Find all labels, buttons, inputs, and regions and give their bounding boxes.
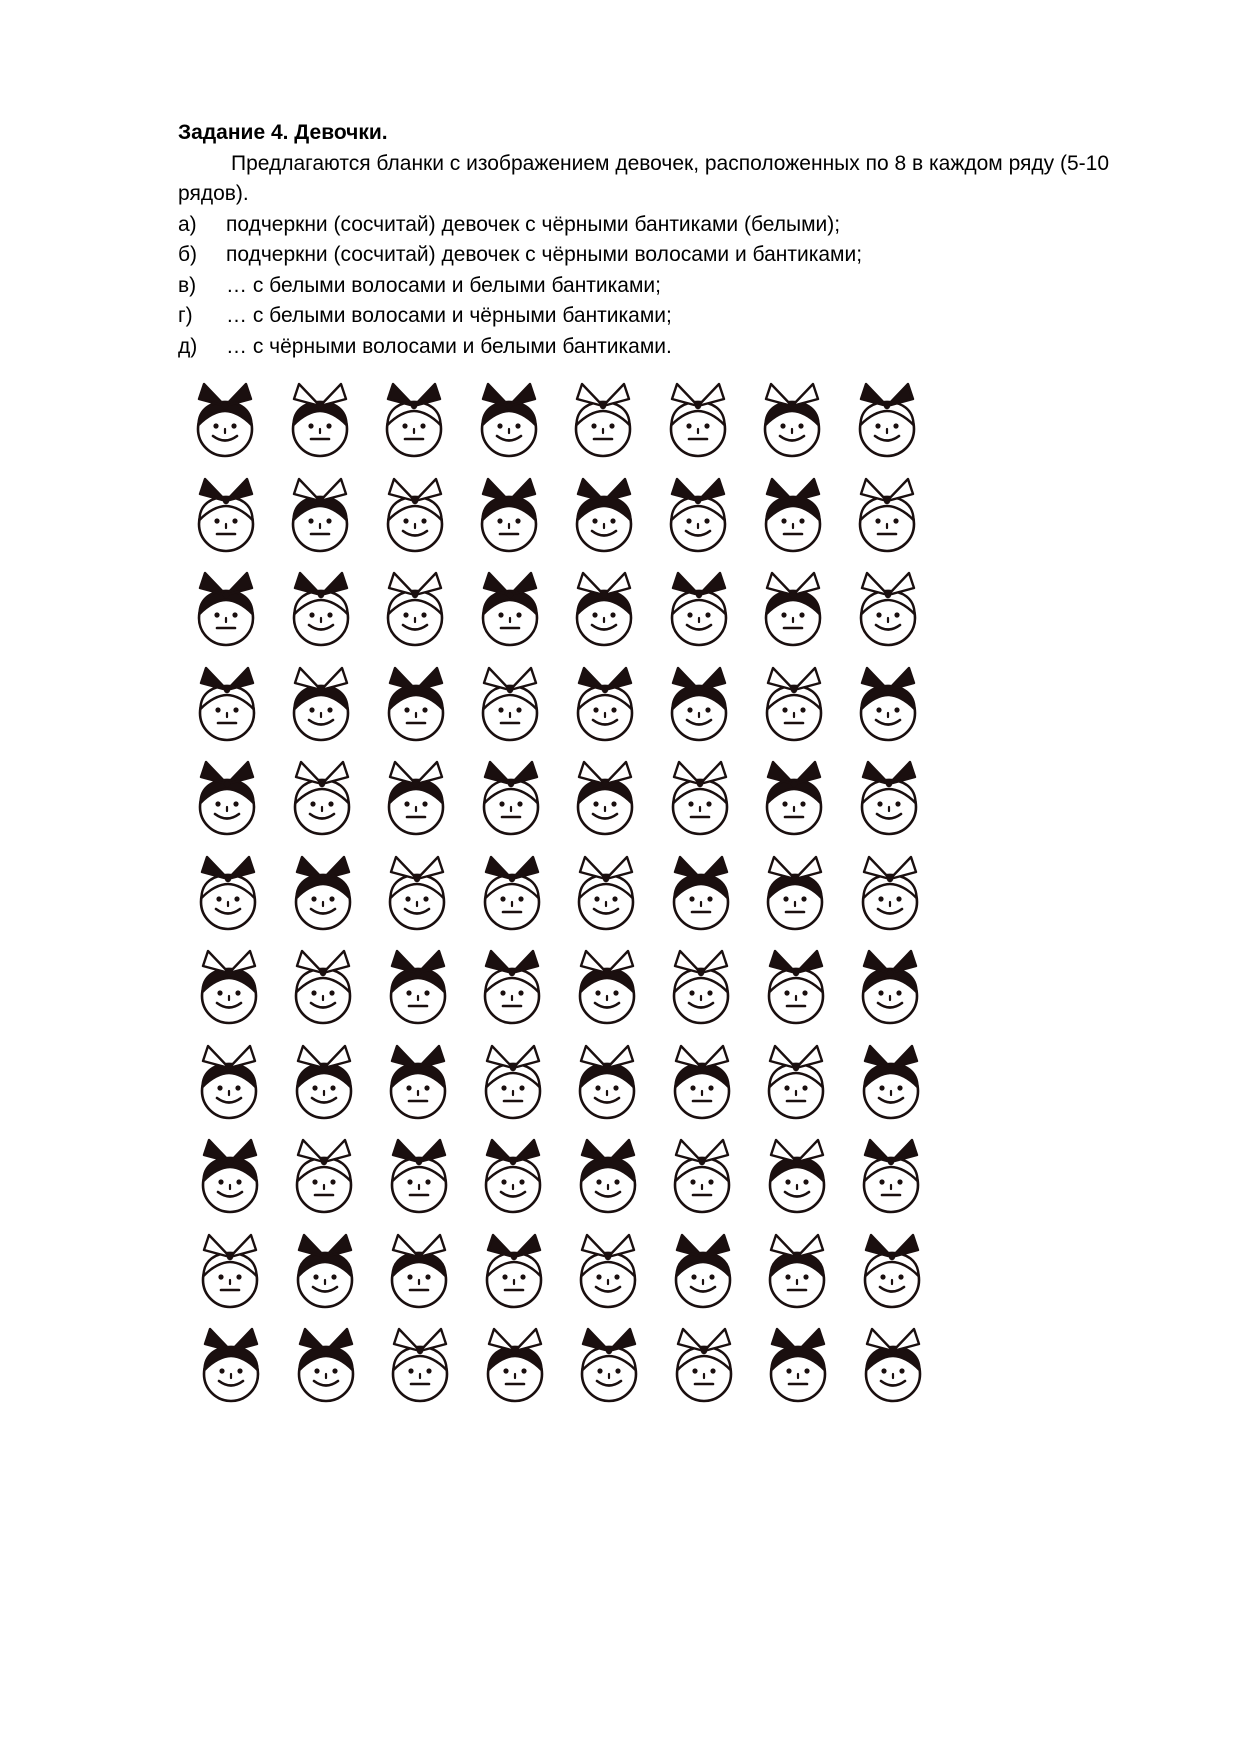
girl-face-icon <box>278 942 368 1032</box>
task-item-text: … с чёрными волосами и белыми бантиками. <box>226 334 672 358</box>
girl-face-icon <box>844 753 934 843</box>
girl-face-icon <box>843 659 933 749</box>
girl-face-icon <box>375 1320 465 1410</box>
girl-face-icon <box>653 470 743 560</box>
girl-face-icon <box>655 753 745 843</box>
task-item-text: подчеркни (сосчитай) девочек с чёрными волосами и бантиками; <box>226 243 863 266</box>
girl-face-icon <box>281 1320 371 1410</box>
task-item-b <box>178 240 1168 271</box>
task-item-letter: в) <box>178 273 197 297</box>
girl-face-icon <box>185 1131 275 1221</box>
girl-face-icon <box>467 848 557 938</box>
task-intro: Предлагаются бланки с изображением девочек, расположенных по 8 в каждом ряду (5-10 рядов). <box>178 151 1110 205</box>
girl-face-icon <box>373 942 463 1032</box>
task-item-text: подчеркни (сосчитай) девочек с чёрными бантиками (белыми); <box>226 212 841 236</box>
girl-face-icon <box>275 470 365 560</box>
girl-face-icon <box>370 564 460 654</box>
girl-face-icon <box>369 375 459 465</box>
girl-face-icon <box>559 470 649 560</box>
task-item-text: … с белыми волосами и чёрными бантиками; <box>226 304 672 327</box>
girl-face-icon <box>464 375 554 465</box>
task-item-letter: д) <box>178 334 198 358</box>
girl-face-icon <box>181 564 271 654</box>
girl-face-icon <box>847 1226 937 1316</box>
girl-face-icon <box>654 564 744 654</box>
girls-grid <box>180 375 1040 1535</box>
girl-face-icon <box>656 848 746 938</box>
girl-face-icon <box>845 848 935 938</box>
girl-face-icon <box>563 1131 653 1221</box>
girl-face-icon <box>842 375 932 465</box>
girl-face-icon <box>370 470 460 560</box>
girl-face-icon <box>276 564 366 654</box>
girl-face-icon <box>752 1131 842 1221</box>
girl-face-icon <box>753 1320 843 1410</box>
girl-face-icon <box>563 1226 653 1316</box>
girl-face-icon <box>464 470 554 560</box>
girl-face-icon <box>750 848 840 938</box>
task-item-v <box>178 271 1168 302</box>
task-item-a <box>178 210 1168 241</box>
girl-face-icon <box>657 1131 747 1221</box>
task-item-letter: а) <box>178 212 197 236</box>
task-item-g <box>178 301 1168 332</box>
girl-face-icon <box>181 470 271 560</box>
girl-face-icon <box>657 1037 747 1127</box>
task-item-letter: г) <box>178 304 193 327</box>
girl-face-icon <box>843 564 933 654</box>
girl-face-icon <box>747 375 837 465</box>
girl-face-icon <box>279 1037 369 1127</box>
girl-face-icon <box>468 1131 558 1221</box>
girl-face-icon <box>182 659 272 749</box>
girl-face-icon <box>748 564 838 654</box>
girl-face-icon <box>182 753 272 843</box>
girl-face-icon <box>371 659 461 749</box>
girl-face-icon <box>560 753 650 843</box>
girl-face-icon <box>658 1226 748 1316</box>
girl-face-icon <box>562 1037 652 1127</box>
girl-face-icon <box>467 942 557 1032</box>
girl-face-icon <box>180 375 270 465</box>
girl-face-icon <box>653 375 743 465</box>
girl-face-icon <box>659 1320 749 1410</box>
girl-face-icon <box>185 1226 275 1316</box>
girl-face-icon <box>278 848 368 938</box>
girl-face-icon <box>465 564 555 654</box>
task-item-d <box>178 332 1168 363</box>
girl-face-icon <box>752 1226 842 1316</box>
girl-face-icon <box>466 753 556 843</box>
girl-face-icon <box>465 659 555 749</box>
girl-face-icon <box>749 753 839 843</box>
girl-face-icon <box>842 470 932 560</box>
girl-face-icon <box>469 1226 559 1316</box>
task-title: Задание 4. Девочки. <box>178 121 388 144</box>
girl-face-icon <box>558 375 648 465</box>
girl-face-icon <box>559 564 649 654</box>
girl-face-icon <box>564 1320 654 1410</box>
girl-face-icon <box>374 1226 464 1316</box>
girl-face-icon <box>373 1037 463 1127</box>
task-item-text: … с белыми волосами и белыми бантиками; <box>226 273 661 297</box>
girl-face-icon <box>846 1131 936 1221</box>
girl-face-icon <box>279 1131 369 1221</box>
task-item-letter: б) <box>178 243 198 266</box>
girl-face-icon <box>561 848 651 938</box>
girl-face-icon <box>184 1037 274 1127</box>
girl-face-icon <box>183 848 273 938</box>
girl-face-icon <box>276 659 366 749</box>
girl-face-icon <box>848 1320 938 1410</box>
girl-face-icon <box>749 659 839 749</box>
girl-face-icon <box>277 753 367 843</box>
girl-face-icon <box>184 942 274 1032</box>
girl-face-icon <box>845 942 935 1032</box>
girl-face-icon <box>751 942 841 1032</box>
girl-face-icon <box>562 942 652 1032</box>
girl-face-icon <box>280 1226 370 1316</box>
girl-face-icon <box>656 942 746 1032</box>
girl-face-icon <box>275 375 365 465</box>
girl-face-icon <box>468 1037 558 1127</box>
task-text <box>178 118 1168 362</box>
girl-face-icon <box>560 659 650 749</box>
girl-face-icon <box>846 1037 936 1127</box>
girl-face-icon <box>186 1320 276 1410</box>
girl-face-icon <box>372 848 462 938</box>
girl-face-icon <box>748 470 838 560</box>
girl-face-icon <box>470 1320 560 1410</box>
girl-face-icon <box>654 659 744 749</box>
girl-face-icon <box>371 753 461 843</box>
girl-face-icon <box>751 1037 841 1127</box>
girl-face-icon <box>374 1131 464 1221</box>
